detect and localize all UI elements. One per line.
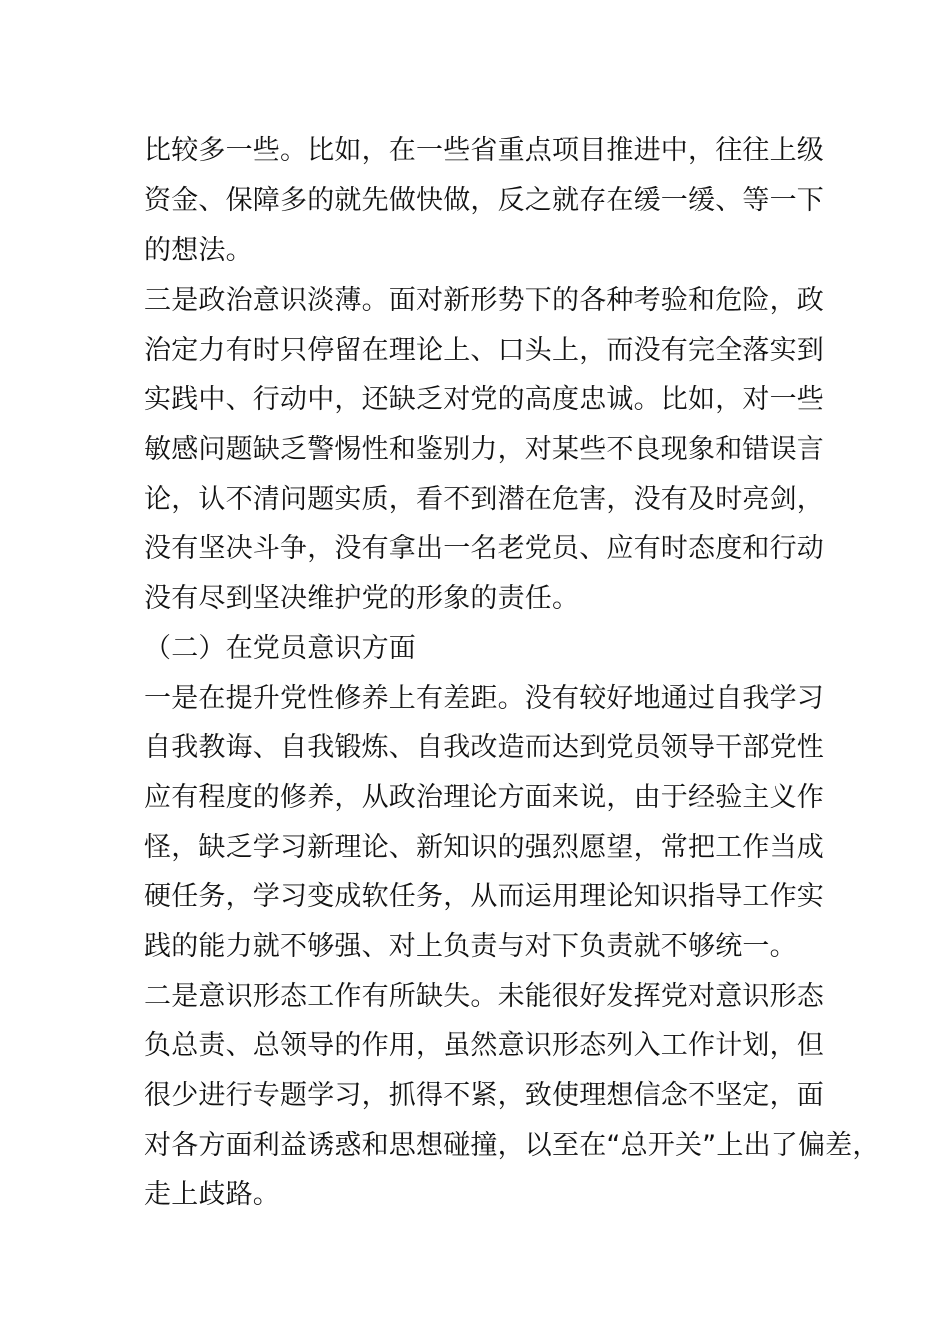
text-line: 很少进行专题学习，抓得不紧，致使理想信念不坚定，面 <box>144 1080 824 1111</box>
text-line: 应有程度的修养，从政治理论方面来说，由于经验主义作 <box>144 782 824 813</box>
text-line: 实践中、行动中，还缺乏对党的高度忠诚。比如，对一些 <box>144 384 824 415</box>
text-line: 敏感问题缺乏警惕性和鉴别力，对某些不良现象和错误言 <box>144 434 824 465</box>
text-line: 治定力有时只停留在理论上、口头上，而没有完全落实到 <box>144 335 824 366</box>
section-heading-line: 一是在提升党性修养上有差距。没有较好地通过自我学习 <box>144 683 824 714</box>
text-line: 的想法。 <box>144 235 253 266</box>
text-line: 论，认不清问题实质，看不到潜在危害，没有及时亮剑， <box>144 484 824 515</box>
section-heading-line: 三是政治意识淡薄。面对新形势下的各种考验和危险，政 <box>144 285 824 316</box>
text-line: 践的能力就不够强、对上负责与对下负责就不够统一。 <box>144 931 797 962</box>
text-line: 负总责、总领导的作用，虽然意识形态列入工作计划，但 <box>144 1030 824 1061</box>
section-heading-line: 二是意识形态工作有所缺失。未能很好发挥党对意识形态 <box>144 981 824 1012</box>
text-line: 自我教诲、自我锻炼、自我改造而达到党员领导干部党性 <box>144 732 824 763</box>
text-line: 资金、保障多的就先做快做，反之就存在缓一缓、等一下 <box>144 185 824 216</box>
text-line: 硬任务，学习变成软任务，从而运用理论知识指导工作实 <box>144 881 824 912</box>
text-line: 没有尽到坚决维护党的形象的责任。 <box>144 583 580 614</box>
text-line: 怪，缺乏学习新理论、新知识的强烈愿望，常把工作当成 <box>144 832 824 863</box>
text-line: 没有坚决斗争，没有拿出一名老党员、应有时态度和行动 <box>144 533 824 564</box>
subsection-title: （二）在党员意识方面 <box>144 633 416 664</box>
text-line: 比较多一些。比如，在一些省重点项目推进中，往往上级 <box>144 135 824 166</box>
text-line: 走上歧路。 <box>144 1179 280 1210</box>
text-line: 对各方面利益诱惑和思想碰撞，以至在“总开关”上出了偏差， <box>144 1130 880 1161</box>
